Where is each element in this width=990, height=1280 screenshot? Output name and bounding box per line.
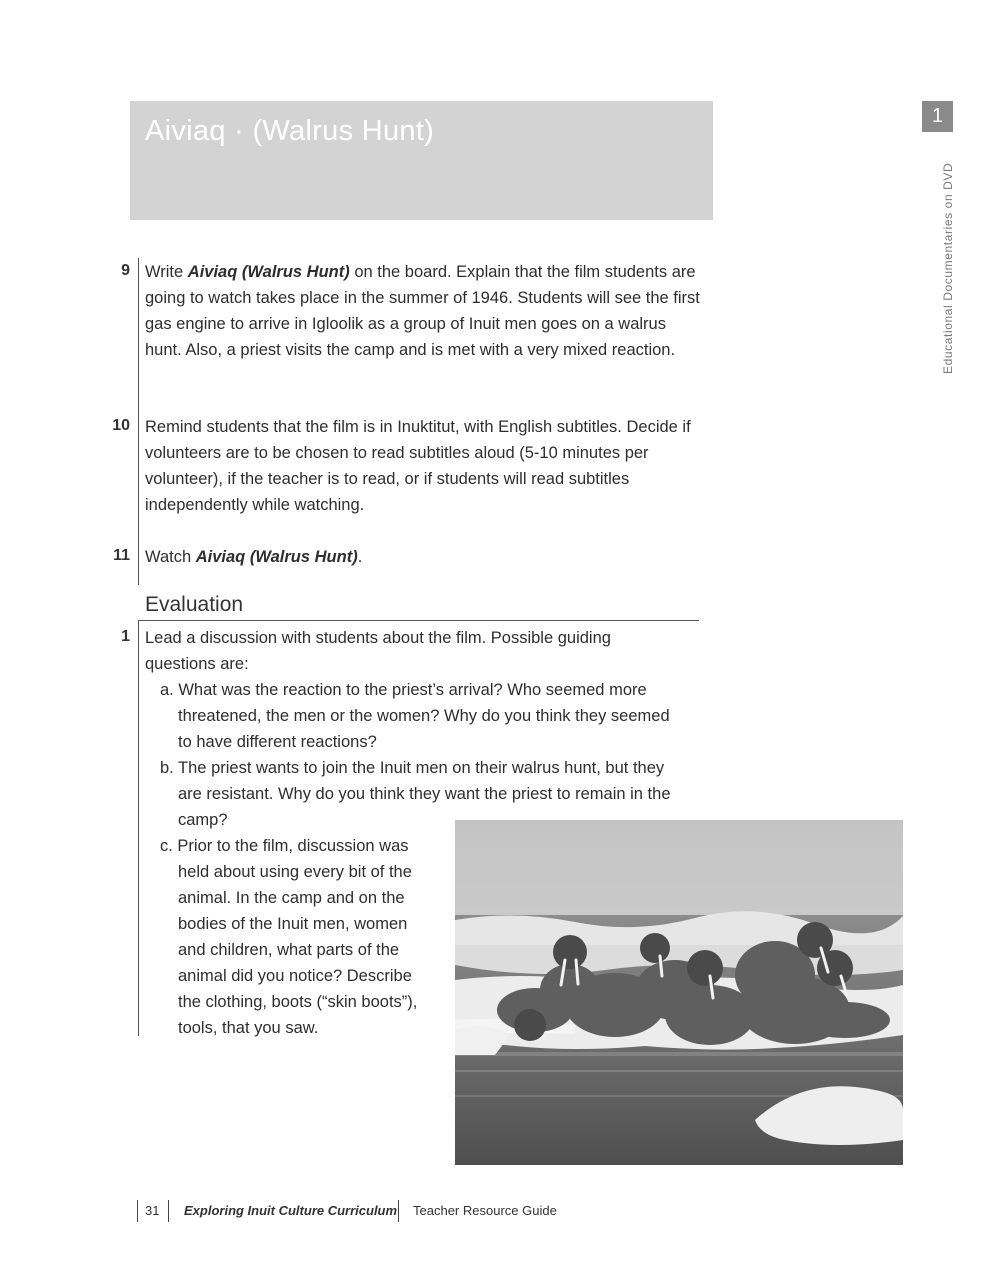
page-title: Aiviaq · (Walrus Hunt) bbox=[145, 115, 435, 147]
question-b: b. The priest wants to join the Inuit men on their walrus hunt, but they are resistant. Why do you think they want the priest to remain in the camp? bbox=[160, 759, 671, 829]
step-number: 9 bbox=[121, 262, 130, 279]
footer-divider bbox=[398, 1200, 399, 1222]
chapter-number-tab: 1 bbox=[922, 101, 953, 132]
step-9-text: Write Aiviaq (Walrus Hunt) on the board. Explain that the film students are going to watch takes place in the summer of 1946. Students will see the first gas engine to arrive in Igloolik as a group of Inuit men goes on a walrus hunt. Also, a priest visits the camp and is met with a very mixed reaction. bbox=[145, 263, 700, 359]
film-title-emphasis: Aiviaq (Walrus Hunt) bbox=[195, 548, 358, 566]
film-title-emphasis: Aiviaq (Walrus Hunt) bbox=[187, 263, 350, 281]
question-a: a. What was the reaction to the priest’s arrival? Who seemed more threatened, the men or the women? Why do you think they seemed to have different reactions? bbox=[160, 681, 670, 751]
question-c: c. Prior to the film, discussion was held about using every bit of the animal. In the camp and on the bodies of the Inuit men, women and children, what parts of the animal did you notice? Describe the clothing, boots (“skin boots”), tools, that you saw. bbox=[160, 837, 418, 1037]
step-number: 10 bbox=[112, 417, 130, 434]
page-number: 31 bbox=[145, 1203, 160, 1218]
step-number: 11 bbox=[113, 547, 130, 564]
title-banner bbox=[130, 101, 713, 220]
evaluation-heading: Evaluation bbox=[145, 593, 244, 616]
curriculum-title: Exploring Inuit Culture Curriculum bbox=[184, 1203, 398, 1218]
walrus-photo bbox=[455, 820, 903, 1165]
steps-rule bbox=[138, 258, 139, 585]
evaluation-rule bbox=[138, 620, 699, 621]
evaluation-rule-vertical bbox=[138, 621, 139, 1036]
step-11-text: Watch Aiviaq (Walrus Hunt). bbox=[145, 548, 363, 566]
guide-title: Teacher Resource Guide bbox=[413, 1203, 557, 1218]
section-side-label: Educational Documentaries on DVD bbox=[941, 162, 955, 374]
step-10-text: Remind students that the film is in Inuktitut, with English subtitles. Decide if volunteers are to be chosen to read subtitles aloud (5-10 minutes per volunteer), if the teacher is to read, or if students will read subtitles independently while watching. bbox=[145, 418, 691, 514]
footer-divider bbox=[137, 1200, 138, 1222]
footer-divider bbox=[168, 1200, 169, 1222]
evaluation-intro: Lead a discussion with students about the film. Possible guiding questions are: bbox=[145, 629, 611, 673]
evaluation-number: 1 bbox=[121, 628, 130, 645]
